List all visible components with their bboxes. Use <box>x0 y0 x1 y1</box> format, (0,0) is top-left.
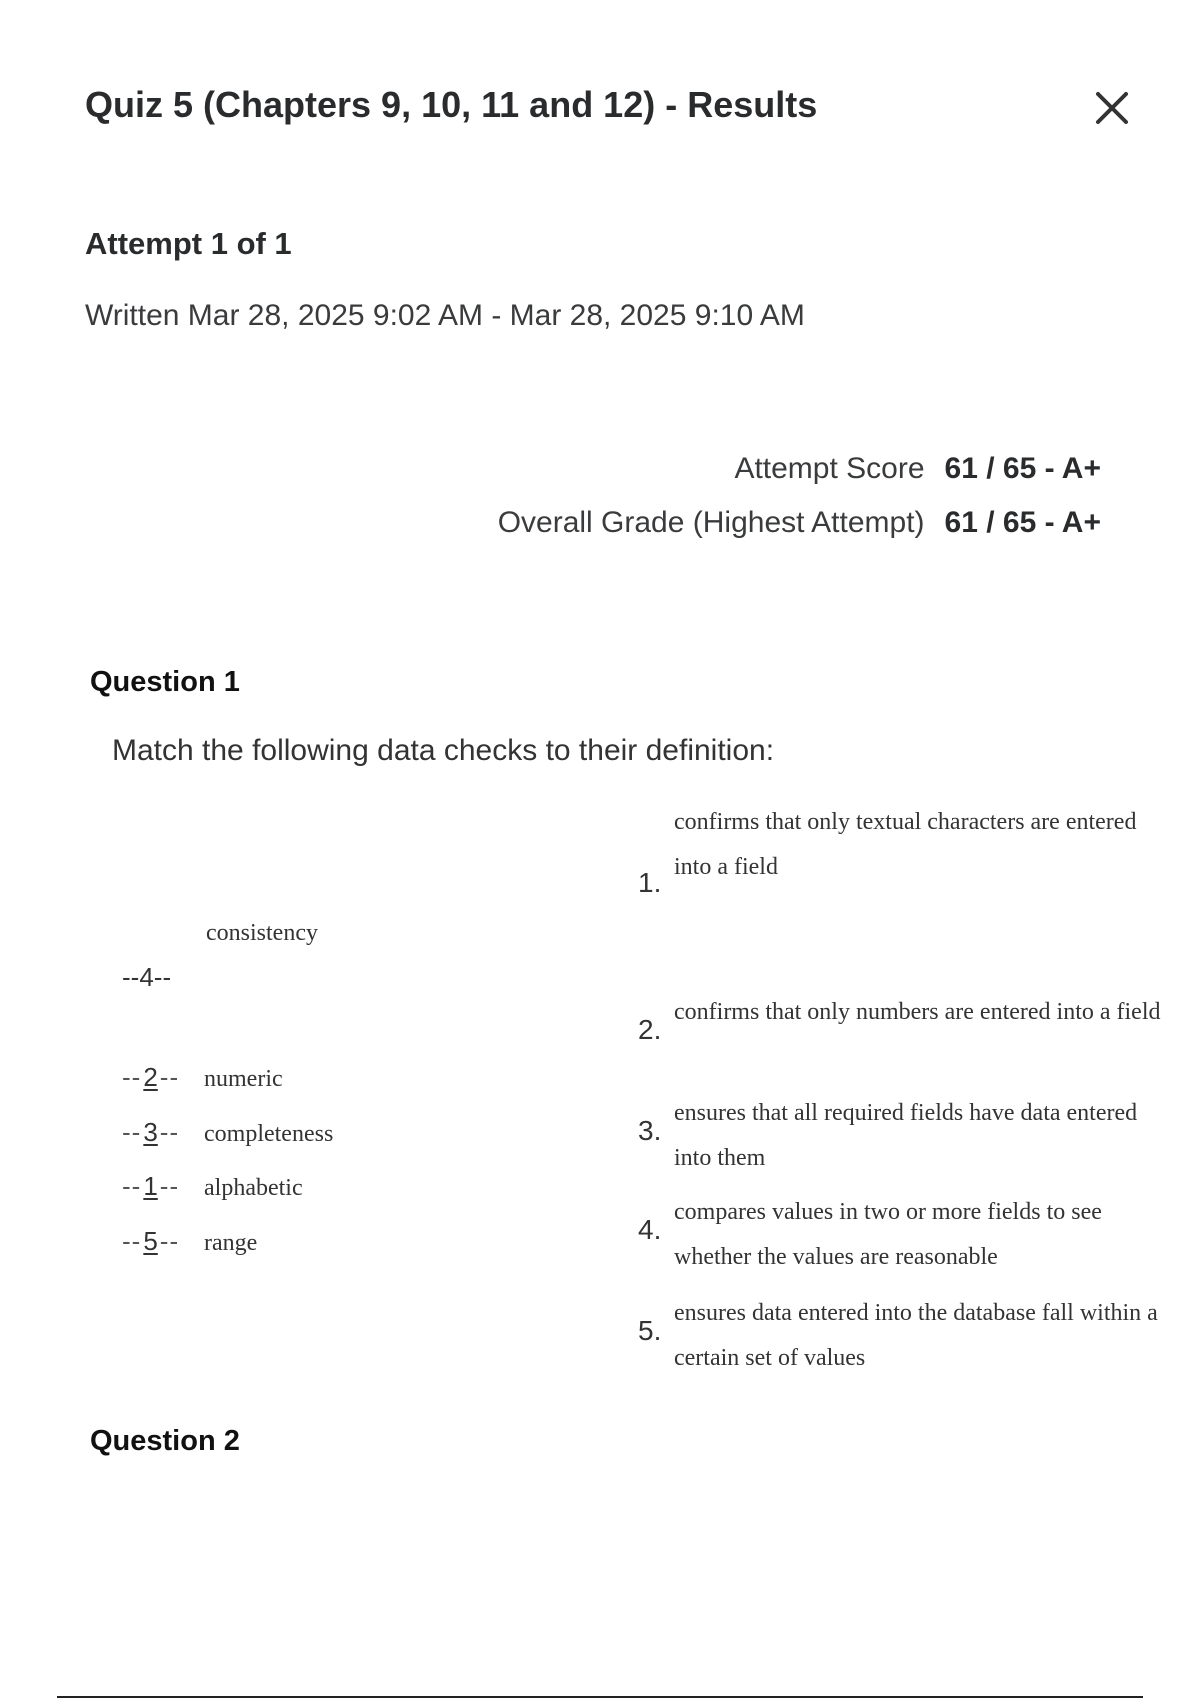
match-answer: --4-- <box>122 962 172 992</box>
definition-number: 3. <box>638 1115 662 1146</box>
match-term: numeric <box>204 1066 283 1092</box>
match-answer: --3-- <box>122 1117 180 1147</box>
definition-text: ensures that all required fields have data entered into them <box>674 1100 1138 1171</box>
definition-number: 1. <box>638 867 662 898</box>
match-row <box>122 1226 257 1260</box>
match-answer: --2-- <box>122 1062 180 1092</box>
definition-number: 4. <box>638 1214 662 1245</box>
close-icon <box>1092 88 1132 128</box>
definition-text: ensures data entered into the database fall within a certain set of values <box>674 1300 1158 1371</box>
score-summary <box>498 452 1101 560</box>
match-term: completeness <box>204 1121 334 1147</box>
definition-text: confirms that only numbers are entered into a field <box>674 999 1161 1025</box>
match-term: alphabetic <box>204 1175 303 1201</box>
match-term: consistency <box>206 920 318 946</box>
match-answer: --1-- <box>122 1171 180 1201</box>
match-row <box>122 1062 283 1096</box>
page-title: Quiz 5 (Chapters 9, 10, 11 and 12) - Results <box>85 84 818 125</box>
score-value: 61 / 65 - A+ <box>944 452 1101 485</box>
divider <box>57 1696 1143 1698</box>
match-answer: --5-- <box>122 1226 180 1256</box>
close-button[interactable] <box>1092 88 1132 128</box>
definition-text: confirms that only textual characters are entered into a field <box>674 809 1137 880</box>
question-heading: Question 2 <box>90 1425 240 1457</box>
definition-text: compares values in two or more fields to see whether the values are reasonable <box>674 1199 1102 1270</box>
definition-number: 2. <box>638 1014 662 1045</box>
match-term: range <box>204 1230 258 1256</box>
score-label: Overall Grade (Highest Attempt) <box>497 506 925 539</box>
attempt-score-row <box>498 452 1101 506</box>
score-value: 61 / 65 - A+ <box>944 506 1101 539</box>
attempt-label: Attempt 1 of 1 <box>85 226 292 261</box>
question-heading: Question 1 <box>90 666 240 698</box>
written-timestamp: Written Mar 28, 2025 9:02 AM - Mar 28, 2025 9:10 AM <box>85 299 805 332</box>
match-row <box>122 1117 333 1151</box>
overall-grade-row <box>498 506 1101 560</box>
question-prompt: Match the following data checks to their definition: <box>112 734 775 767</box>
definition-number: 5. <box>638 1315 662 1346</box>
score-label: Attempt Score <box>734 452 925 485</box>
match-row <box>122 1171 303 1205</box>
